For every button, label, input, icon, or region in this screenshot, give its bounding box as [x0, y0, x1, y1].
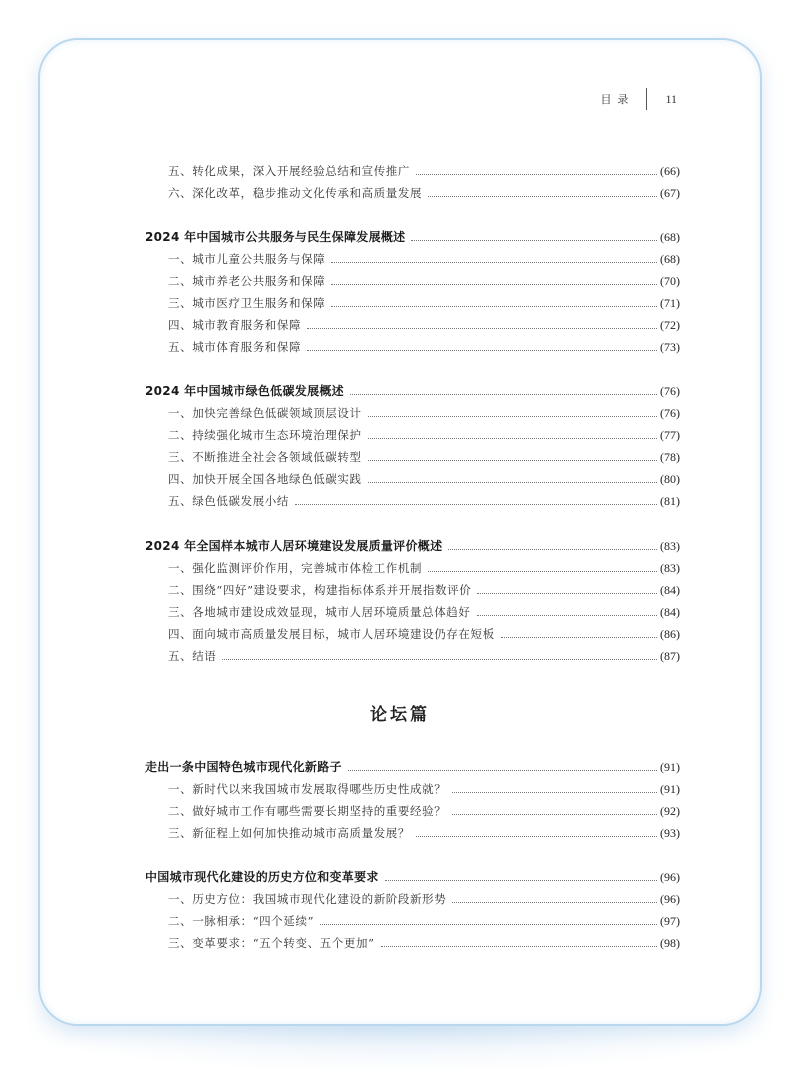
leader-dots — [368, 437, 657, 439]
toc-entry-title: 三、不断推进全社会各领域低碳转型 — [168, 450, 362, 464]
toc-entry-title: 五、城市体育服务和保障 — [168, 340, 302, 354]
toc-entry-page: (73) — [660, 340, 680, 354]
toc-entry[interactable] — [0, 553, 800, 575]
leader-dots — [295, 503, 657, 505]
leader-dots — [350, 393, 657, 395]
leader-dots — [368, 459, 657, 461]
leader-dots — [428, 195, 657, 197]
toc-entry-title: 一、历史方位：我国城市现代化建设的新阶段新形势 — [168, 892, 447, 906]
toc-entry-page: (97) — [660, 914, 680, 928]
toc-entry-page: (92) — [660, 804, 680, 818]
leader-dots — [222, 658, 657, 660]
leader-dots — [381, 945, 657, 947]
toc-entry[interactable] — [0, 178, 800, 200]
toc-entry-title: 一、加快完善绿色低碳领域顶层设计 — [168, 406, 362, 420]
toc-chapter-page: (68) — [660, 230, 680, 244]
toc-chapter[interactable] — [0, 222, 800, 244]
header-page-number: 11 — [665, 91, 677, 106]
toc-chapter[interactable] — [0, 531, 800, 553]
toc-entry[interactable] — [0, 796, 800, 818]
toc-entry[interactable] — [0, 288, 800, 310]
toc-chapter-page: (76) — [660, 384, 680, 398]
leader-dots — [307, 327, 657, 329]
leader-dots — [448, 548, 657, 550]
toc-entry[interactable] — [0, 619, 800, 641]
toc-entry-title: 一、城市儿童公共服务与保障 — [168, 252, 326, 266]
toc-entry[interactable] — [0, 486, 800, 508]
toc-entry-title: 二、围绕“四好”建设要求，构建指标体系并开展指数评价 — [168, 583, 472, 597]
toc-entry-page: (77) — [660, 428, 680, 442]
toc-entry-title: 二、持续强化城市生态环境治理保护 — [168, 428, 362, 442]
leader-dots — [416, 835, 657, 837]
toc-entry-page: (81) — [660, 494, 680, 508]
toc-entry-title: 六、深化改革，稳步推动文化传承和高质量发展 — [168, 186, 423, 200]
leader-dots — [320, 923, 657, 925]
toc-entry-page: (86) — [660, 627, 680, 641]
toc-entry[interactable] — [0, 398, 800, 420]
leader-dots — [477, 592, 657, 594]
leader-dots — [307, 349, 657, 351]
leader-dots — [385, 879, 657, 881]
toc-entry[interactable] — [0, 928, 800, 950]
leader-dots — [452, 813, 657, 815]
leader-dots — [331, 283, 657, 285]
toc-entry-title: 五、转化成果，深入开展经验总结和宣传推广 — [168, 164, 410, 178]
toc-chapter-page: (83) — [660, 539, 680, 553]
toc-chapter-page: (96) — [660, 870, 680, 884]
section-title: 论坛篇 — [370, 705, 430, 725]
toc-entry-page: (68) — [660, 252, 680, 266]
toc-entry-page: (67) — [660, 186, 680, 200]
toc-entry-title: 五、绿色低碳发展小结 — [168, 494, 289, 508]
leader-dots — [501, 636, 657, 638]
toc-entry-title: 四、面向城市高质量发展目标，城市人居环境建设仍存在短板 — [168, 627, 495, 641]
leader-dots — [452, 901, 657, 903]
toc-entry-page: (71) — [660, 296, 680, 310]
toc-chapter[interactable] — [0, 862, 800, 884]
toc-entry[interactable] — [0, 442, 800, 464]
toc-chapter-title: 走出一条中国特色城市现代化新路子 — [145, 760, 342, 774]
toc-entry-page: (96) — [660, 892, 680, 906]
toc-entry-page: (70) — [660, 274, 680, 288]
toc-entry-title: 一、新时代以来我国城市发展取得哪些历史性成就？ — [168, 782, 447, 796]
toc-entry-page: (98) — [660, 936, 680, 950]
toc-entry-page: (66) — [660, 164, 680, 178]
toc-entry[interactable] — [0, 420, 800, 442]
toc-entry[interactable] — [0, 906, 800, 928]
toc-entry[interactable] — [0, 641, 800, 663]
toc-entry-title: 四、加快开展全国各地绿色低碳实践 — [168, 472, 362, 486]
leader-dots — [428, 570, 657, 572]
toc-entry-page: (78) — [660, 450, 680, 464]
toc-entry[interactable] — [0, 774, 800, 796]
toc-entry-page: (84) — [660, 583, 680, 597]
toc-chapter-title: 中国城市现代化建设的历史方位和变革要求 — [145, 870, 379, 884]
leader-dots — [477, 614, 658, 616]
toc-entry-page: (76) — [660, 406, 680, 420]
leader-dots — [368, 481, 657, 483]
toc-entry-title: 三、变革要求：“五个转变、五个更加” — [168, 936, 375, 950]
toc-entry[interactable] — [0, 266, 800, 288]
toc-entry[interactable] — [0, 575, 800, 597]
toc-entry-page: (83) — [660, 561, 680, 575]
toc-entry-title: 三、城市医疗卫生服务和保障 — [168, 296, 326, 310]
leader-dots — [368, 415, 657, 417]
toc-entry-page: (87) — [660, 649, 680, 663]
toc-entry-title: 四、城市教育服务和保障 — [168, 318, 302, 332]
toc-entry-page: (72) — [660, 318, 680, 332]
header-title: 目录 — [600, 93, 635, 106]
toc-entry[interactable] — [0, 464, 800, 486]
toc-entry-page: (84) — [660, 605, 680, 619]
toc-entry-page: (93) — [660, 826, 680, 840]
toc-entry[interactable] — [0, 597, 800, 619]
toc-entry[interactable] — [0, 310, 800, 332]
toc-chapter[interactable] — [0, 752, 800, 774]
toc-entry[interactable] — [0, 332, 800, 354]
leader-dots — [452, 791, 657, 793]
toc-entry-title: 二、城市养老公共服务和保障 — [168, 274, 326, 288]
toc-entry-title: 二、做好城市工作有哪些需要长期坚持的重要经验？ — [168, 804, 447, 818]
toc-entry-title: 三、新征程上如何加快推动城市高质量发展？ — [168, 826, 410, 840]
leader-dots — [411, 239, 657, 241]
toc-entry-page: (80) — [660, 472, 680, 486]
toc-chapter-title: 2024 年全国样本城市人居环境建设发展质量评价概述 — [145, 539, 443, 553]
toc-entry-title: 二、一脉相承：“四个延续” — [168, 914, 315, 928]
toc-entry-title: 一、强化监测评价作用，完善城市体检工作机制 — [168, 561, 423, 575]
leader-dots — [348, 769, 657, 771]
toc-entry[interactable] — [0, 884, 800, 906]
toc-entry-page: (91) — [660, 782, 680, 796]
toc-chapter[interactable] — [0, 376, 800, 398]
toc-chapter-page: (91) — [660, 760, 680, 774]
toc-entry[interactable] — [0, 818, 800, 840]
toc-chapter-title: 2024 年中国城市绿色低碳发展概述 — [145, 384, 344, 398]
toc-entry-title: 五、结语 — [168, 649, 217, 663]
toc-entry-title: 三、各地城市建设成效显现，城市人居环境质量总体趋好 — [168, 605, 471, 619]
leader-dots — [416, 173, 657, 175]
leader-dots — [331, 305, 657, 307]
toc-entry[interactable] — [0, 156, 800, 178]
toc-chapter-title: 2024 年中国城市公共服务与民生保障发展概述 — [145, 230, 406, 244]
toc-entry[interactable] — [0, 244, 800, 266]
leader-dots — [331, 261, 657, 263]
